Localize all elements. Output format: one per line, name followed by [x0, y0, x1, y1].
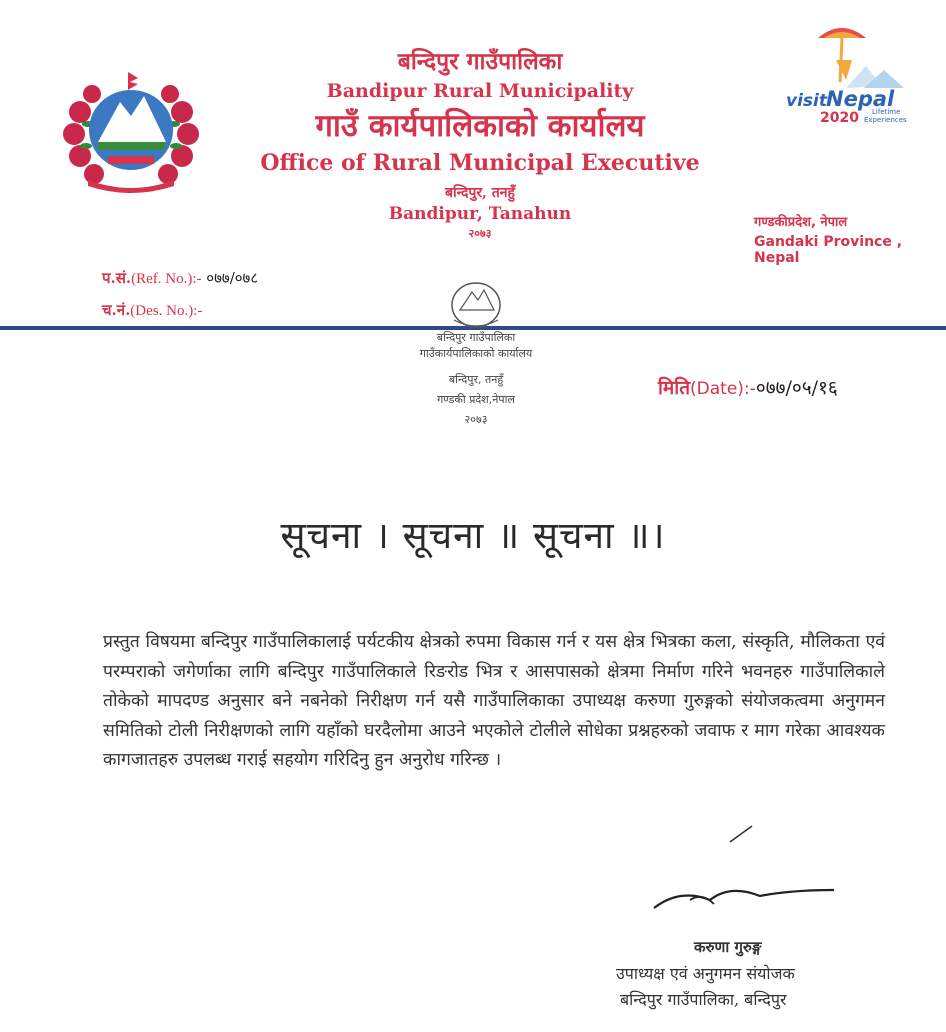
nepal-emblem-icon [58, 72, 204, 196]
des-label-np: च.नं. [102, 301, 131, 319]
stamp-line-3: बन्दिपुर, तनहुँ [448, 373, 504, 386]
place-en: Bandipur, Tanahun [388, 204, 572, 224]
date-line [658, 374, 838, 400]
province-np: गण्डकीप्रदेश, नेपाल [754, 215, 848, 230]
office-name-np: गाउँ कार्यपालिकाको कार्यालय [315, 108, 645, 144]
dispatch-number [102, 300, 202, 320]
office-name-en: Office of Rural Municipal Executive [260, 150, 700, 176]
signatory-name: करुणा गुरुङ्ग [694, 938, 762, 956]
ref-value: ०७७/०७८ [206, 269, 259, 287]
municipality-name-en: Bandipur Rural Municipality [326, 80, 634, 102]
stamp-emblem-icon [444, 280, 508, 330]
logo-text-2020: 2020 [820, 110, 859, 126]
logo-text-visit: visit [786, 91, 827, 111]
stamp-line-1: बन्दिपुर गाउँपालिका [436, 331, 516, 344]
signatory-office: बन्दिपुर गाउँपालिका, बन्दिपुर [620, 990, 787, 1009]
established-year: २०७३ [468, 227, 492, 240]
municipality-name-np: बन्दिपुर गाउँपालिका [397, 48, 563, 75]
logo-text-nepal: Nepal [826, 87, 895, 111]
date-label-en: (Date):- [690, 379, 756, 399]
logo-text-lifetime: Lifetime [872, 108, 901, 116]
logo-text-experiences: Experiences [864, 116, 907, 124]
province-en: Gandaki Province , Nepal [754, 234, 903, 266]
date-label-np: मिति [658, 377, 691, 399]
notice-body: प्रस्तुत विषयमा बन्दिपुर गाउँपालिकालाई पर्यटकीय क्षेत्रको रुपमा विकास गर्न र यस क्षेत्र भित्रका कला, संस्कृति, मौलिकता एवं परम्पराको जगेर्णाका लागि बन्दिपुर गाउँपालिकाले रिङरोड भित्र र आसपासको क्षेत्रमा निर्माण गरिने भवनहरु गाउँपालिकाले तोकेको मापदण्ड अनुसार बने नबनेको निरीक्षण गर्न यसै गाउँपालिकाका उपाध्यक्ष करुणा गुरुङ्गको संयोजकत्वमा अनुगमन समितिको टोली निरीक्षणको लागि यहाँको घरदैलोमा आउने भएकोले टोलीले सोधेका प्रश्नहरुको जवाफ र माग गरेका आवश्यक कागजातहरु उपलब्ध गराई सहयोग गरिदिनु हुन अनुरोध गरिन्छ । [103, 632, 885, 771]
stamp-line-5: २०७३ [464, 413, 488, 426]
date-value: ०७७/०५/१६ [755, 377, 838, 399]
office-stamp [386, 280, 566, 430]
visit-nepal-2020-logo [786, 20, 916, 132]
stamp-line-4: गण्डकी प्रदेश,नेपाल [437, 393, 515, 406]
signature-mark [650, 812, 840, 912]
ref-label-en: (Ref. No.):- [131, 271, 202, 287]
des-label-en: (Des. No.):- [130, 303, 203, 319]
notice-title: सूचना । सूचना ॥ सूचना ॥। [280, 514, 666, 557]
place-np: बन्दिपुर, तनहुँ [445, 185, 515, 201]
signatory-role: उपाध्यक्ष एवं अनुगमन संयोजक [616, 964, 795, 983]
stamp-line-2: गाउँकार्यपालिकाको कार्यालय [419, 347, 533, 360]
reference-number [102, 268, 258, 288]
ref-label-np: प.सं. [102, 269, 132, 287]
